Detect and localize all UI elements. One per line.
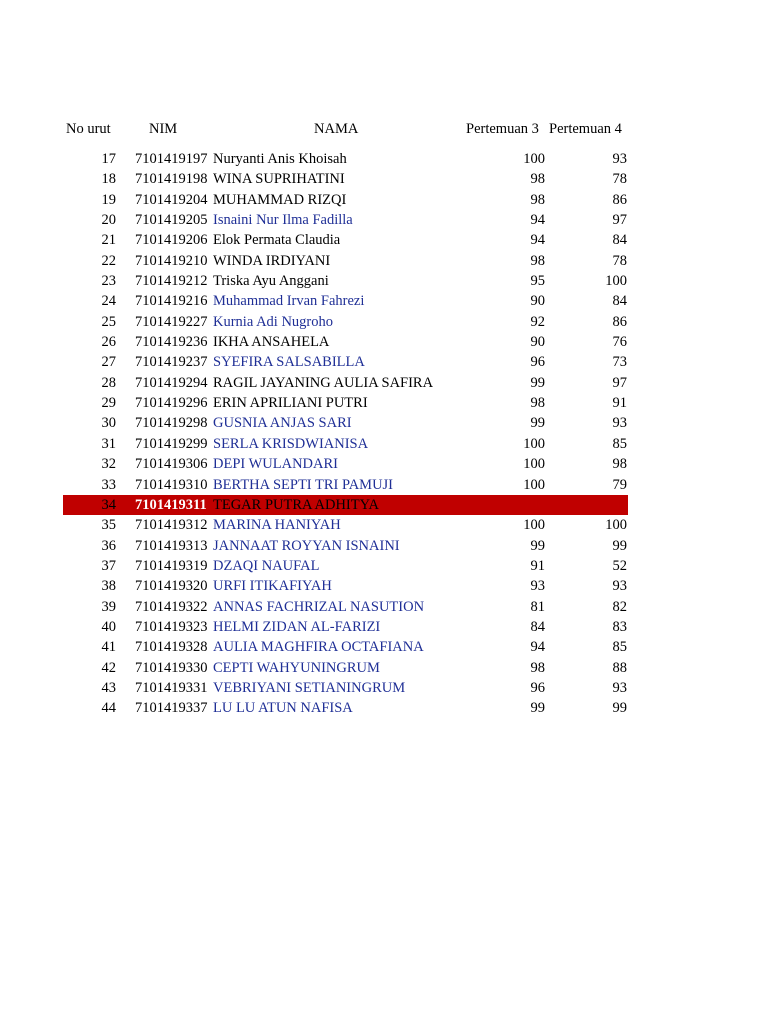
row-no: 44 [101, 700, 116, 717]
row-nim: 7101419212 [135, 273, 208, 290]
row-nim: 7101419319 [135, 557, 208, 574]
row-pertemuan-4: 84 [612, 232, 627, 249]
row-no: 17 [101, 151, 116, 167]
row-pertemuan-4: 91 [612, 395, 627, 412]
row-pertemuan-4: 52 [612, 557, 627, 574]
row-nim: 7101419197 [135, 151, 208, 167]
row-nama: WINDA IRDIYANI [213, 252, 331, 269]
row-nim: 7101419216 [135, 293, 208, 310]
row-pertemuan-3: 91 [530, 557, 545, 574]
row-nim: 7101419210 [135, 252, 208, 269]
row-pertemuan-4: 84 [612, 293, 627, 310]
row-pertemuan-4: 97 [612, 374, 627, 391]
row-nama: URFI ITIKAFIYAH [213, 578, 332, 595]
row-nama: SYEFIRA SALSABILLA [213, 354, 365, 371]
row-no: 18 [101, 171, 116, 188]
table-row [63, 617, 628, 637]
row-no: 42 [101, 659, 116, 676]
table-row [63, 352, 628, 372]
row-no: 32 [101, 456, 116, 473]
row-pertemuan-3: 93 [530, 578, 545, 595]
row-nama: RAGIL JAYANING AULIA SAFIRA [213, 374, 434, 391]
row-nama: Isnaini Nur Ilma Fadilla [213, 212, 353, 229]
row-pertemuan-3: 98 [530, 171, 545, 188]
row-no: 21 [101, 232, 116, 249]
row-pertemuan-4: 78 [612, 171, 627, 188]
header-pertemuan-4: Pertemuan 4 [549, 121, 622, 137]
row-nama: GUSNIA ANJAS SARI [213, 415, 352, 432]
row-no: 26 [101, 334, 116, 351]
row-pertemuan-3: 98 [530, 252, 545, 269]
row-nama: LU LU ATUN NAFISA [213, 700, 353, 717]
row-nim: 7101419330 [135, 659, 208, 676]
row-no: 43 [101, 679, 116, 696]
table-row [63, 536, 628, 556]
header-pertemuan-3: Pertemuan 3 [466, 121, 539, 137]
row-nama: TEGAR PUTRA ADHITYA [213, 496, 379, 513]
row-nama: HELMI ZIDAN AL-FARIZI [213, 618, 381, 635]
row-nim: 7101419294 [135, 374, 208, 391]
table-row [63, 393, 628, 413]
table-row [63, 678, 628, 698]
row-pertemuan-4: 99 [612, 700, 627, 717]
row-nama: IKHA ANSAHELA [213, 334, 330, 351]
row-nim: 7101419322 [135, 598, 208, 615]
row-pertemuan-4: 99 [612, 537, 627, 554]
table-row [63, 556, 628, 576]
table-row [63, 597, 628, 617]
row-pertemuan-3: 99 [530, 700, 545, 717]
table-row [63, 332, 628, 352]
row-no: 35 [101, 517, 116, 534]
row-nim: 7101419323 [135, 618, 208, 635]
table-row [63, 515, 628, 535]
row-nim: 7101419312 [135, 517, 208, 534]
row-nama: WINA SUPRIHATINI [213, 171, 345, 188]
row-no: 19 [101, 191, 116, 208]
row-no: 28 [101, 374, 116, 391]
row-no: 34 [101, 496, 116, 513]
row-pertemuan-3: 84 [530, 618, 545, 635]
row-nim: 7101419310 [135, 476, 208, 493]
row-no: 30 [101, 415, 116, 432]
row-pertemuan-4: 97 [612, 212, 627, 229]
row-nama: MUHAMMAD RIZQI [213, 191, 347, 208]
row-nim: 7101419306 [135, 456, 208, 473]
table-row [63, 149, 628, 169]
row-pertemuan-3: 92 [530, 313, 545, 330]
table-row [63, 251, 628, 271]
row-nama: VEBRIYANI SETIANINGRUM [213, 679, 406, 696]
header-nama: NAMA [314, 121, 359, 137]
row-nim: 7101419205 [135, 212, 208, 229]
row-nama: Nuryanti Anis Khoisah [213, 151, 347, 167]
header-no-urut: No urut [66, 121, 111, 137]
row-pertemuan-3: 100 [523, 435, 545, 452]
row-nim: 7101419198 [135, 171, 208, 188]
row-pertemuan-4: 85 [612, 639, 627, 656]
row-pertemuan-3: 94 [530, 212, 545, 229]
row-pertemuan-3: 100 [523, 456, 545, 473]
row-pertemuan-3: 100 [523, 476, 545, 493]
row-nama: DEPI WULANDARI [213, 456, 338, 473]
row-nama: CEPTI WAHYUNINGRUM [213, 659, 380, 676]
row-nim: 7101419296 [135, 395, 208, 412]
row-no: 38 [101, 578, 116, 595]
row-pertemuan-3: 99 [530, 415, 545, 432]
row-nama: Triska Ayu Anggani [213, 273, 329, 290]
row-pertemuan-3: 100 [523, 517, 545, 534]
row-nama: Elok Permata Claudia [213, 232, 341, 249]
row-no: 29 [101, 395, 116, 412]
row-pertemuan-4: 83 [612, 618, 627, 635]
row-nim: 7101419313 [135, 537, 208, 554]
row-no: 23 [101, 273, 116, 290]
row-pertemuan-4: 93 [612, 578, 627, 595]
row-pertemuan-4: 79 [612, 476, 627, 493]
row-nama: BERTHA SEPTI TRI PAMUJI [213, 476, 394, 493]
row-pertemuan-4: 93 [612, 415, 627, 432]
row-pertemuan-3: 98 [530, 395, 545, 412]
table-row [63, 271, 628, 291]
table-row [63, 312, 628, 332]
row-pertemuan-4: 78 [612, 252, 627, 269]
row-pertemuan-3: 96 [530, 679, 545, 696]
row-no: 36 [101, 537, 116, 554]
table-row [63, 698, 628, 718]
table-row [63, 576, 628, 596]
table-row [63, 658, 628, 678]
row-pertemuan-4: 100 [605, 517, 627, 534]
row-pertemuan-3: 99 [530, 537, 545, 554]
row-pertemuan-3: 99 [530, 374, 545, 391]
row-pertemuan-3: 81 [530, 598, 545, 615]
row-nim: 7101419204 [135, 191, 208, 208]
row-nama: AULIA MAGHFIRA OCTAFIANA [213, 639, 424, 656]
row-pertemuan-4: 93 [612, 151, 627, 167]
row-nama: ANNAS FACHRIZAL NASUTION [213, 598, 425, 615]
table-row [63, 230, 628, 250]
row-nim: 7101419320 [135, 578, 208, 595]
row-pertemuan-4: 76 [612, 334, 627, 351]
row-nim: 7101419337 [135, 700, 208, 717]
table-row [63, 475, 628, 495]
row-pertemuan-3: 100 [523, 151, 545, 167]
row-pertemuan-4: 85 [612, 435, 627, 452]
row-nim: 7101419331 [135, 679, 208, 696]
row-pertemuan-3: 98 [530, 191, 545, 208]
row-nim: 7101419237 [135, 354, 208, 371]
row-no: 41 [101, 639, 116, 656]
table-row [63, 373, 628, 393]
row-pertemuan-3: 90 [530, 293, 545, 310]
row-no: 20 [101, 212, 116, 229]
row-nama: Muhammad Irvan Fahrezi [213, 293, 365, 310]
student-table [63, 149, 628, 719]
table-row [63, 434, 628, 454]
table-row [63, 169, 628, 189]
row-pertemuan-3: 98 [530, 659, 545, 676]
table-row [63, 413, 628, 433]
row-no: 40 [101, 618, 116, 635]
table-row-highlighted [63, 495, 628, 515]
row-nama: SERLA KRISDWIANISA [213, 435, 369, 452]
table-row [63, 637, 628, 657]
table-row [63, 210, 628, 230]
row-no: 27 [101, 354, 116, 371]
row-nama: JANNAAT ROYYAN ISNAINI [213, 537, 400, 554]
row-pertemuan-3: 94 [530, 639, 545, 656]
row-pertemuan-3: 96 [530, 354, 545, 371]
row-no: 25 [101, 313, 116, 330]
row-no: 24 [101, 293, 116, 310]
row-pertemuan-4: 98 [612, 456, 627, 473]
table-row [63, 454, 628, 474]
row-nama: Kurnia Adi Nugroho [213, 313, 334, 330]
row-nama: MARINA HANIYAH [213, 517, 341, 534]
row-pertemuan-4: 86 [612, 191, 627, 208]
row-pertemuan-4: 100 [605, 273, 627, 290]
row-pertemuan-4: 88 [612, 659, 627, 676]
row-nim: 7101419227 [135, 313, 208, 330]
row-no: 39 [101, 598, 116, 615]
row-nim: 7101419299 [135, 435, 208, 452]
row-no: 22 [101, 252, 116, 269]
row-no: 31 [101, 435, 116, 452]
row-pertemuan-4: 82 [612, 598, 627, 615]
row-nama: DZAQI NAUFAL [213, 557, 320, 574]
row-no: 37 [101, 557, 116, 574]
row-nama: ERIN APRILIANI PUTRI [213, 395, 368, 412]
header-nim: NIM [149, 121, 178, 137]
row-pertemuan-4: 73 [612, 354, 627, 371]
row-pertemuan-3: 95 [530, 273, 545, 290]
row-nim: 7101419311 [135, 496, 207, 513]
row-nim: 7101419236 [135, 334, 208, 351]
row-no: 33 [101, 476, 116, 493]
table-row [63, 291, 628, 311]
row-nim: 7101419206 [135, 232, 208, 249]
row-pertemuan-4: 93 [612, 679, 627, 696]
table-row [63, 190, 628, 210]
row-pertemuan-4: 86 [612, 313, 627, 330]
row-pertemuan-3: 94 [530, 232, 545, 249]
row-nim: 7101419298 [135, 415, 208, 432]
row-pertemuan-3: 90 [530, 334, 545, 351]
row-nim: 7101419328 [135, 639, 208, 656]
